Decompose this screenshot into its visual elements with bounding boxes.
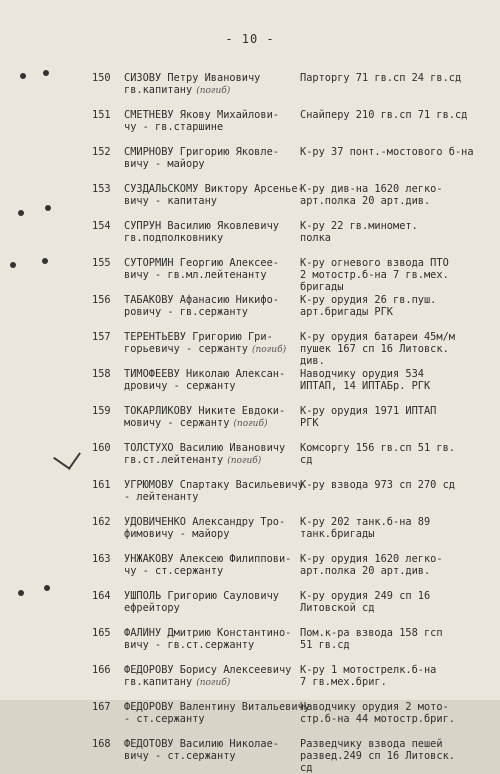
position-unit [300,146,490,158]
position-unit [300,109,490,121]
person-name-rank [124,257,296,281]
name-line [124,738,296,750]
position-line: К-ру див-на 1620 легко- [300,183,443,195]
entry-number: 161 [92,479,111,491]
position-line: 7 гв.мех.бриг. [300,676,387,688]
name-line-text: СМЕТНЕВУ Якову Михайлови- [124,109,279,121]
name-line [124,109,296,121]
position-unit [300,368,490,392]
entry-number: 155 [92,257,111,269]
person-name-rank [124,590,296,614]
name-line-text: гв.капитану [124,84,193,96]
position-line: К-ру 1 мотострелк.б-на [300,664,437,676]
position-line: К-ру 37 понт.-мостового б-на [300,146,474,158]
name-line [124,516,296,528]
page-number: - 10 - [225,32,275,46]
list-item [0,70,500,107]
list-item [0,329,500,366]
list-item [0,218,500,255]
entry-number: 153 [92,183,111,195]
name-line [124,343,296,356]
name-line [124,528,296,540]
entry-number: 162 [92,516,111,528]
list-item [0,292,500,329]
position-line: Разведчику взвода пешей [300,738,443,750]
person-name-rank [124,331,296,356]
name-line [124,417,296,430]
position-line: Наводчику орудия 534 [300,368,424,380]
position-unit [300,701,490,725]
position-line: К-ру взвода 973 сп 270 сд [300,479,455,491]
entry-number: 154 [92,220,111,232]
name-line-text: УШПОЛЬ Григорию Сауловичу [124,590,279,602]
name-line [124,232,296,244]
name-line-text: дровичу - сержанту [124,380,236,392]
name-line [124,72,296,84]
name-line-text: вичу - ст.сержанту [124,750,236,762]
position-line: К-ру огневого взвода ПТО [300,257,449,269]
entry-number: 151 [92,109,111,121]
position-line: стр.б-на 44 мотостр.бриг. [300,713,455,725]
name-line [124,257,296,269]
name-line-text: - лейтенанту [124,491,199,503]
name-line-text: СМИРНОВУ Григорию Яковле- [124,146,279,158]
entry-number: 160 [92,442,111,454]
name-line-text: ТИМОФЕЕВУ Николаю Алексан- [124,368,286,380]
person-name-rank [124,553,296,577]
position-unit [300,294,490,318]
name-line-text: ФЕДОТОВУ Василию Николае- [124,738,279,750]
name-line-text: ТЕРЕНТЬЕВУ Григорию Гри- [124,331,273,343]
name-line-text: гв.ст.лейтенанту [124,454,224,466]
position-line: Пом.к-ра взвода 158 гсп [300,627,443,639]
person-name-rank [124,701,310,725]
position-line: Литовской сд [300,602,375,614]
name-line-text: чу - гв.старшине [124,121,224,133]
name-line [124,294,296,306]
name-line-text: УГРЮМОВУ Спартаку Васильевичу [124,479,304,491]
entry-number: 166 [92,664,111,676]
name-line-text: СУЗДАЛЬСКОМУ Виктору Арсенье- [124,183,304,195]
entry-number: 158 [92,368,111,380]
position-line: див. [300,355,325,367]
entry-number: 168 [92,738,111,750]
name-line-text: вичу - гв.ст.сержанту [124,639,255,651]
person-name-rank [124,146,296,170]
position-line: К-ру 202 танк.б-на 89 [300,516,431,528]
handwritten-note: (погиб) [196,86,231,96]
name-line [124,454,296,467]
name-line-text: ФАЛИНУ Дмитрию Константино- [124,627,292,639]
name-line [124,701,310,713]
name-line-text: мовичу - сержанту [124,417,230,429]
position-line: К-ру орудия 26 гв.пуш. [300,294,437,306]
position-line: К-ру орудия 1971 ИПТАП [300,405,437,417]
name-line [124,664,296,676]
name-line-text: гв.капитану [124,676,193,688]
name-line [124,639,296,651]
position-unit [300,664,490,688]
position-unit [300,590,490,614]
person-name-rank [124,183,304,207]
position-line: бригады [300,281,344,293]
name-line [124,158,296,170]
list-item [0,551,500,588]
name-line [124,553,296,565]
name-line-text: вичу - майору [124,158,205,170]
entry-number: 164 [92,590,111,602]
position-unit [300,627,490,651]
position-unit [300,72,490,84]
name-line [124,183,304,195]
list-item [0,477,500,514]
position-line: Парторгу 71 гв.сп 24 гв.сд [300,72,462,84]
position-unit [300,442,490,466]
position-line: К-ру орудия 1620 легко- [300,553,443,565]
award-list [0,70,500,773]
position-line: пушек 167 сп 16 Литовск. [300,343,449,355]
position-line: К-ру орудия 249 сп 16 [300,590,431,602]
person-name-rank [124,442,296,467]
list-item [0,662,500,699]
position-unit [300,220,490,244]
name-line [124,84,296,97]
entry-number: 150 [92,72,111,84]
name-line [124,491,296,503]
person-name-rank [124,220,296,244]
entry-number: 157 [92,331,111,343]
person-name-rank [124,405,296,430]
list-item [0,144,500,181]
name-line [124,479,304,491]
list-item [0,403,500,440]
position-line: Наводчику орудия 2 мото- [300,701,449,713]
name-line-text: горьевичу - сержанту [124,343,248,355]
name-line [124,269,296,281]
entry-number: 163 [92,553,111,565]
list-item [0,255,500,292]
name-line-text: УДОВИЧЕНКО Александру Тро- [124,516,286,528]
position-unit [300,553,490,577]
person-name-rank [124,516,296,540]
name-line [124,368,296,380]
name-line-text: ровичу - гв.сержанту [124,306,248,318]
position-unit [300,516,490,540]
name-line [124,405,296,417]
name-line [124,195,296,207]
list-item [0,736,500,773]
person-name-rank [124,72,296,97]
name-line [124,676,296,689]
name-line-text: ТОКАРЛИКОВУ Никите Евдоки- [124,405,286,417]
person-name-rank [124,109,296,133]
list-item [0,107,500,144]
position-line: К-ру 22 гв.миномет. [300,220,418,232]
position-unit [300,479,490,491]
position-line: 51 гв.сд [300,639,350,651]
name-line-text: фимовичу - майору [124,528,230,540]
name-line [124,380,296,392]
name-line-text: вичу - гв.мл.лейтенанту [124,269,267,281]
name-line-text: СУПРУН Василию Яковлевичу [124,220,279,232]
name-line-text: УНЖАКОВУ Алексею Филиппови- [124,553,292,565]
name-line-text: гв.подполковнику [124,232,224,244]
position-unit [300,405,490,429]
name-line-text: ТАБАКОВУ Афанасию Никифо- [124,294,279,306]
name-line [124,713,296,725]
name-line-text: СУТОРМИН Георгию Алексее- [124,257,279,269]
name-line-text: вичу - капитану [124,195,217,207]
name-line [124,442,296,454]
name-line [124,590,296,602]
handwritten-note: (погиб) [233,419,268,429]
name-line [124,565,296,577]
person-name-rank [124,627,296,651]
position-line: арт.полка 20 арт.див. [300,195,431,207]
position-line: Комсоргу 156 гв.сп 51 гв. [300,442,455,454]
position-unit [300,738,490,774]
list-item [0,625,500,662]
name-line-text: ефрейтору [124,602,180,614]
list-item [0,514,500,551]
position-line: РГК [300,417,319,429]
position-line: арт.бригады РГК [300,306,393,318]
position-line: танк.бригады [300,528,375,540]
position-line: сд [300,762,313,774]
name-line [124,750,296,762]
position-line: полка [300,232,331,244]
handwritten-note: (погиб) [252,345,287,355]
entry-number: 165 [92,627,111,639]
name-line [124,220,296,232]
person-name-rank [124,664,296,689]
position-line: 2 мотостр.б-на 7 гв.мех. [300,269,449,281]
name-line-text: - ст.сержанту [124,713,205,725]
person-name-rank [124,294,296,318]
name-line-text: ТОЛСТУХО Василию Ивановичу [124,442,286,454]
name-line-text: ФЕДОРОВУ Валентину Витальевичу [124,701,310,713]
position-unit [300,331,490,367]
position-line: Снайперу 210 гв.сп 71 гв.сд [300,109,468,121]
position-unit [300,257,490,293]
position-line: К-ру орудия батареи 45м/м [300,331,455,343]
name-line [124,121,296,133]
list-item [0,588,500,625]
person-name-rank [124,368,296,392]
person-name-rank [124,479,304,503]
list-item [0,366,500,403]
name-line-text: СИЗОВУ Петру Ивановичу [124,72,261,84]
name-line-text: ФЕДОРОВУ Борису Алексеевичу [124,664,292,676]
name-line [124,602,296,614]
name-line [124,627,296,639]
name-line [124,331,296,343]
list-item [0,440,500,477]
position-line: арт.полка 20 арт.див. [300,565,431,577]
entry-number: 159 [92,405,111,417]
name-line-text: чу - ст.сержанту [124,565,224,577]
entry-number: 152 [92,146,111,158]
position-line: ИПТАП, 14 ИПТАБр. РГК [300,380,431,392]
person-name-rank [124,738,296,762]
list-item [0,181,500,218]
name-line [124,306,296,318]
name-line [124,146,296,158]
handwritten-note: (погиб) [196,678,231,688]
handwritten-note: (погиб) [227,456,262,466]
entry-number: 156 [92,294,111,306]
entry-number: 167 [92,701,111,713]
position-line: сд [300,454,313,466]
list-item [0,699,500,736]
position-line: развед.249 сп 16 Литовск. [300,750,455,762]
position-unit [300,183,490,207]
